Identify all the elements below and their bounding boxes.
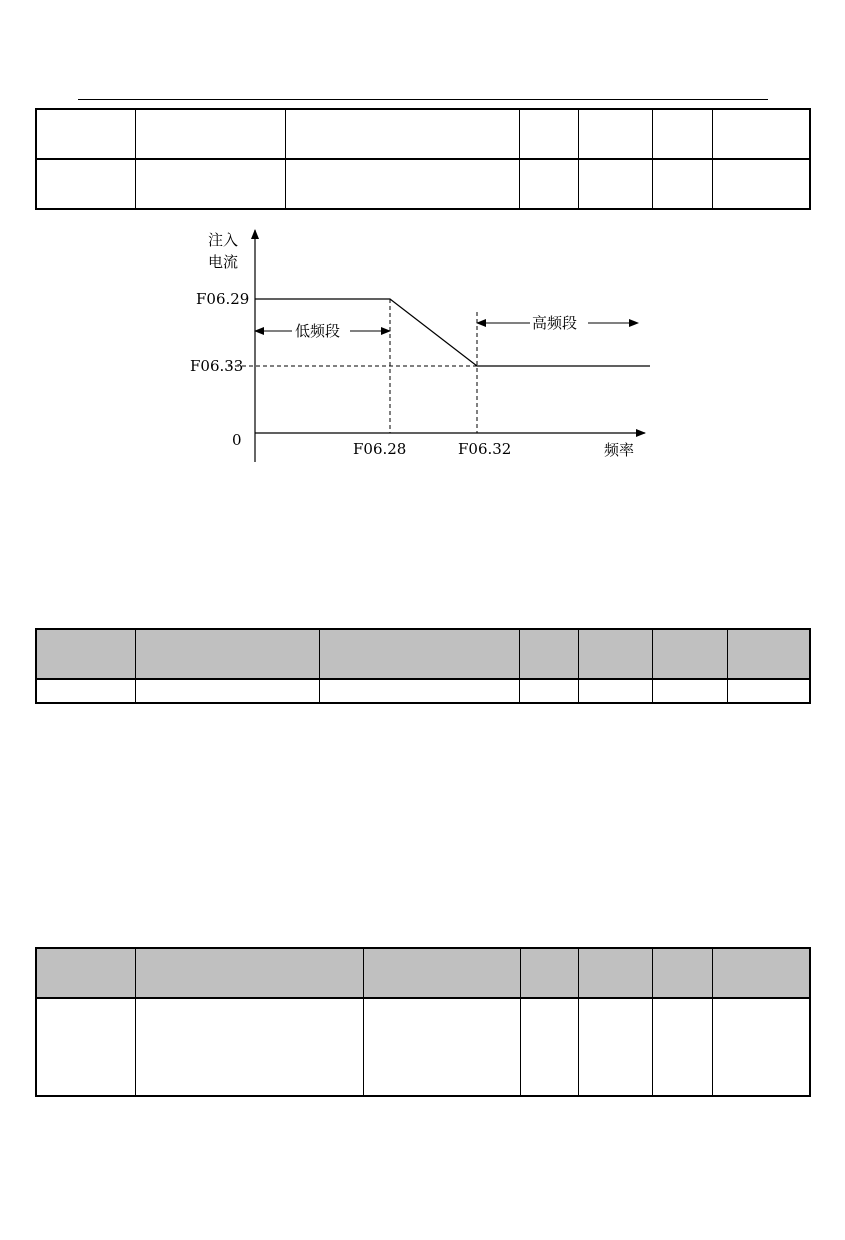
table-cell — [519, 629, 578, 679]
table-cell — [135, 998, 363, 1096]
table-row — [36, 159, 810, 209]
table-cell — [578, 948, 652, 998]
parameter-table-1 — [35, 108, 811, 210]
table-cell — [520, 998, 578, 1096]
table-cell — [727, 629, 810, 679]
origin-label: 0 — [232, 431, 242, 449]
table-cell — [519, 109, 578, 159]
table-header-row — [36, 948, 810, 998]
y-axis-label-line1: 注入 — [208, 231, 239, 249]
table-cell — [712, 998, 810, 1096]
table-cell — [652, 159, 712, 209]
table-cell — [135, 629, 319, 679]
table-cell — [36, 109, 135, 159]
low-band-label: 低频段 — [295, 322, 341, 340]
table-header-row — [36, 629, 810, 679]
table-cell — [652, 998, 712, 1096]
table-cell — [363, 998, 520, 1096]
table-cell — [319, 679, 519, 703]
table-cell — [652, 948, 712, 998]
table-cell — [36, 679, 135, 703]
x-axis-label: 频率 — [604, 441, 635, 459]
high-band-label: 高频段 — [532, 314, 578, 332]
table-cell — [578, 109, 652, 159]
injection-current-diagram — [180, 220, 660, 470]
x-tick-f0632: F06.32 — [458, 440, 512, 458]
table-row — [36, 998, 810, 1096]
parameter-table-2 — [35, 628, 811, 704]
table-cell — [135, 679, 319, 703]
table-cell — [578, 679, 652, 703]
table-cell — [652, 679, 727, 703]
table-cell — [519, 159, 578, 209]
table-cell — [652, 629, 727, 679]
x-tick-f0628: F06.28 — [353, 440, 407, 458]
table-cell — [727, 679, 810, 703]
table-cell — [285, 159, 519, 209]
table-cell — [712, 159, 810, 209]
table-cell — [712, 948, 810, 998]
header-rule — [78, 99, 768, 100]
table-cell — [652, 109, 712, 159]
table-cell — [578, 629, 652, 679]
table-cell — [363, 948, 520, 998]
table-cell — [36, 998, 135, 1096]
table-row — [36, 679, 810, 703]
table-cell — [135, 109, 285, 159]
table-cell — [578, 159, 652, 209]
parameter-table-3 — [35, 947, 811, 1097]
table-cell — [712, 109, 810, 159]
table-cell — [36, 159, 135, 209]
table-cell — [135, 948, 363, 998]
y-axis-label-line2: 电流 — [208, 253, 239, 271]
table-cell — [36, 948, 135, 998]
y-tick-f0633: F06.33 — [190, 357, 244, 375]
table-cell — [520, 948, 578, 998]
table-cell — [135, 159, 285, 209]
table-cell — [319, 629, 519, 679]
table-cell — [285, 109, 519, 159]
table-header-row — [36, 109, 810, 159]
table-cell — [578, 998, 652, 1096]
y-tick-f0629: F06.29 — [196, 290, 250, 308]
table-cell — [519, 679, 578, 703]
table-cell — [36, 629, 135, 679]
